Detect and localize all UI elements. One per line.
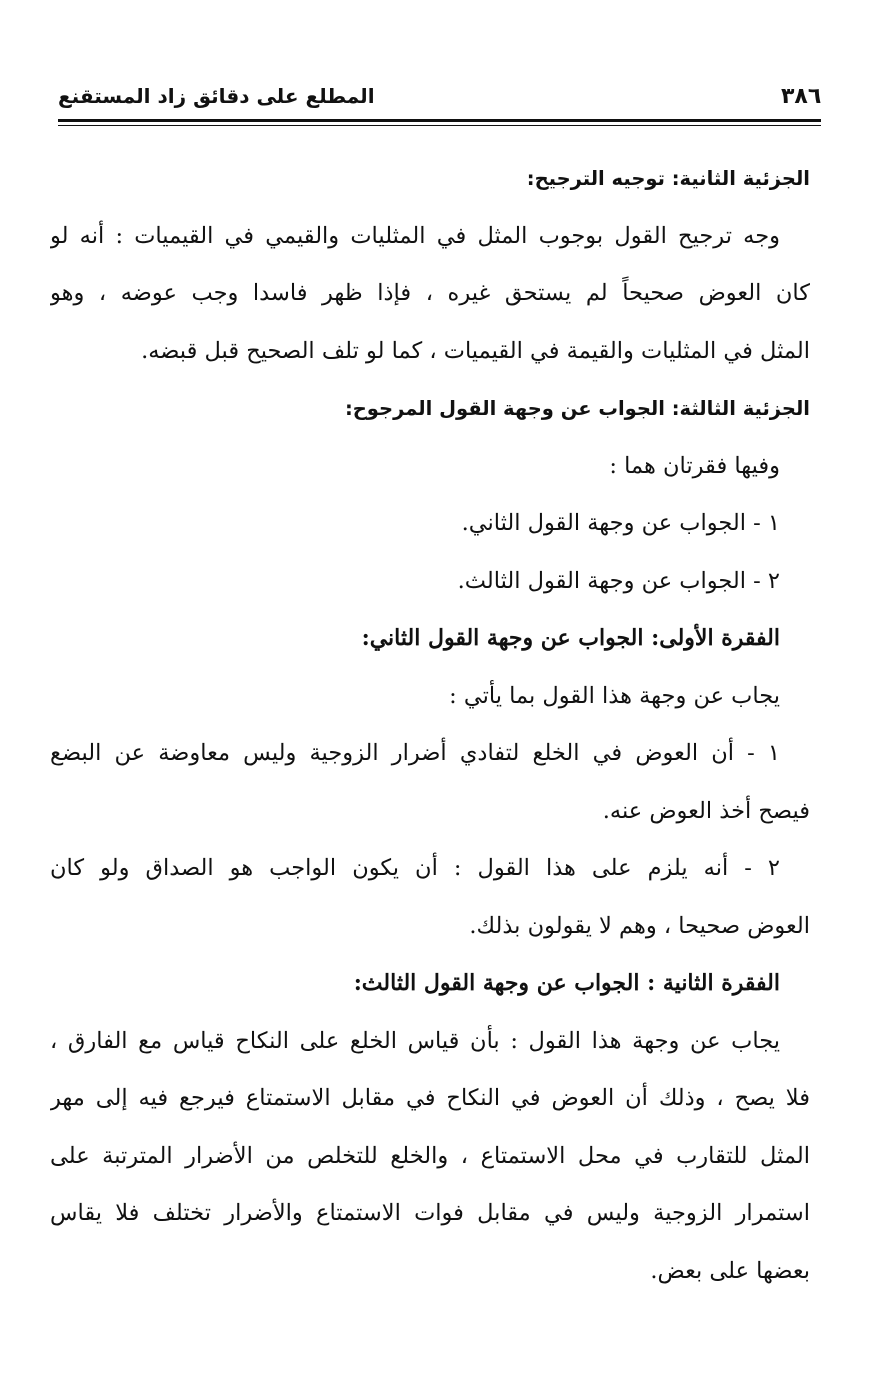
text-line: استمرار الزوجية وليس في مقابل فوات الاستمتاع والأضرار تختلف فلا يقاس [50, 1200, 810, 1226]
text-line: فيصح أخذ العوض عنه. [602, 797, 810, 824]
heading-line: الجزئية الثالثة: الجواب عن وجهة القول المرجوح: [344, 397, 810, 420]
book-title: المطلع على دقائق زاد المستقنع [58, 84, 375, 108]
text-line: فلا يصح ، وذلك أن العوض في النكاح في مقابل الاستمتاع فيرجع فيه إلى مهر [50, 1085, 810, 1111]
page-number: ٣٨٦ [781, 84, 822, 109]
text-line: وفيها فقرتان هما : [609, 452, 780, 479]
running-header [58, 84, 821, 118]
text-line: العوض صحيحا ، وهم لا يقولون بذلك. [469, 912, 810, 939]
subheading-line: الفقرة الثانية : الجواب عن وجهة القول الثالث: [353, 970, 780, 996]
text-line: كان العوض صحيحاً لم يستحق غيره ، فإذا ظهر فاسدا وجب عوضه ، وهو [50, 280, 810, 306]
list-item: ٢ - أنه يلزم على هذا القول : أن يكون الواجب هو الصداق ولو كان [50, 855, 780, 881]
text-line: يجاب عن وجهة هذا القول بما يأتي : [449, 682, 780, 709]
text-line: يجاب عن وجهة هذا القول : بأن قياس الخلع على النكاح قياس مع الفارق ، [50, 1027, 780, 1054]
header-rule [58, 119, 821, 122]
text-line: المثل للتقارب في محل الاستمتاع ، والخلع للتخلص من الأضرار المترتبة على [50, 1142, 810, 1169]
heading-line: الجزئية الثانية: توجيه الترجيح: [526, 167, 810, 190]
list-item: ١ - الجواب عن وجهة القول الثاني. [461, 510, 780, 536]
header-rule-thin [58, 125, 821, 126]
list-item: ١ - أن العوض في الخلع لتفادي أضرار الزوجية وليس معاوضة عن البضع [50, 740, 780, 766]
body-text [50, 150, 810, 1300]
text-line: بعضها على بعض. [650, 1257, 810, 1284]
text-line: المثل في المثليات والقيمة في القيميات ، كما لو تلف الصحيح قبل قبضه. [141, 337, 810, 364]
text-line: وجه ترجيح القول بوجوب المثل في المثليات والقيمي في القيميات : أنه لو [50, 222, 780, 249]
subheading-line: الفقرة الأولى: الجواب عن وجهة القول الثاني: [361, 625, 780, 651]
list-item: ٢ - الجواب عن وجهة القول الثالث. [457, 567, 780, 594]
